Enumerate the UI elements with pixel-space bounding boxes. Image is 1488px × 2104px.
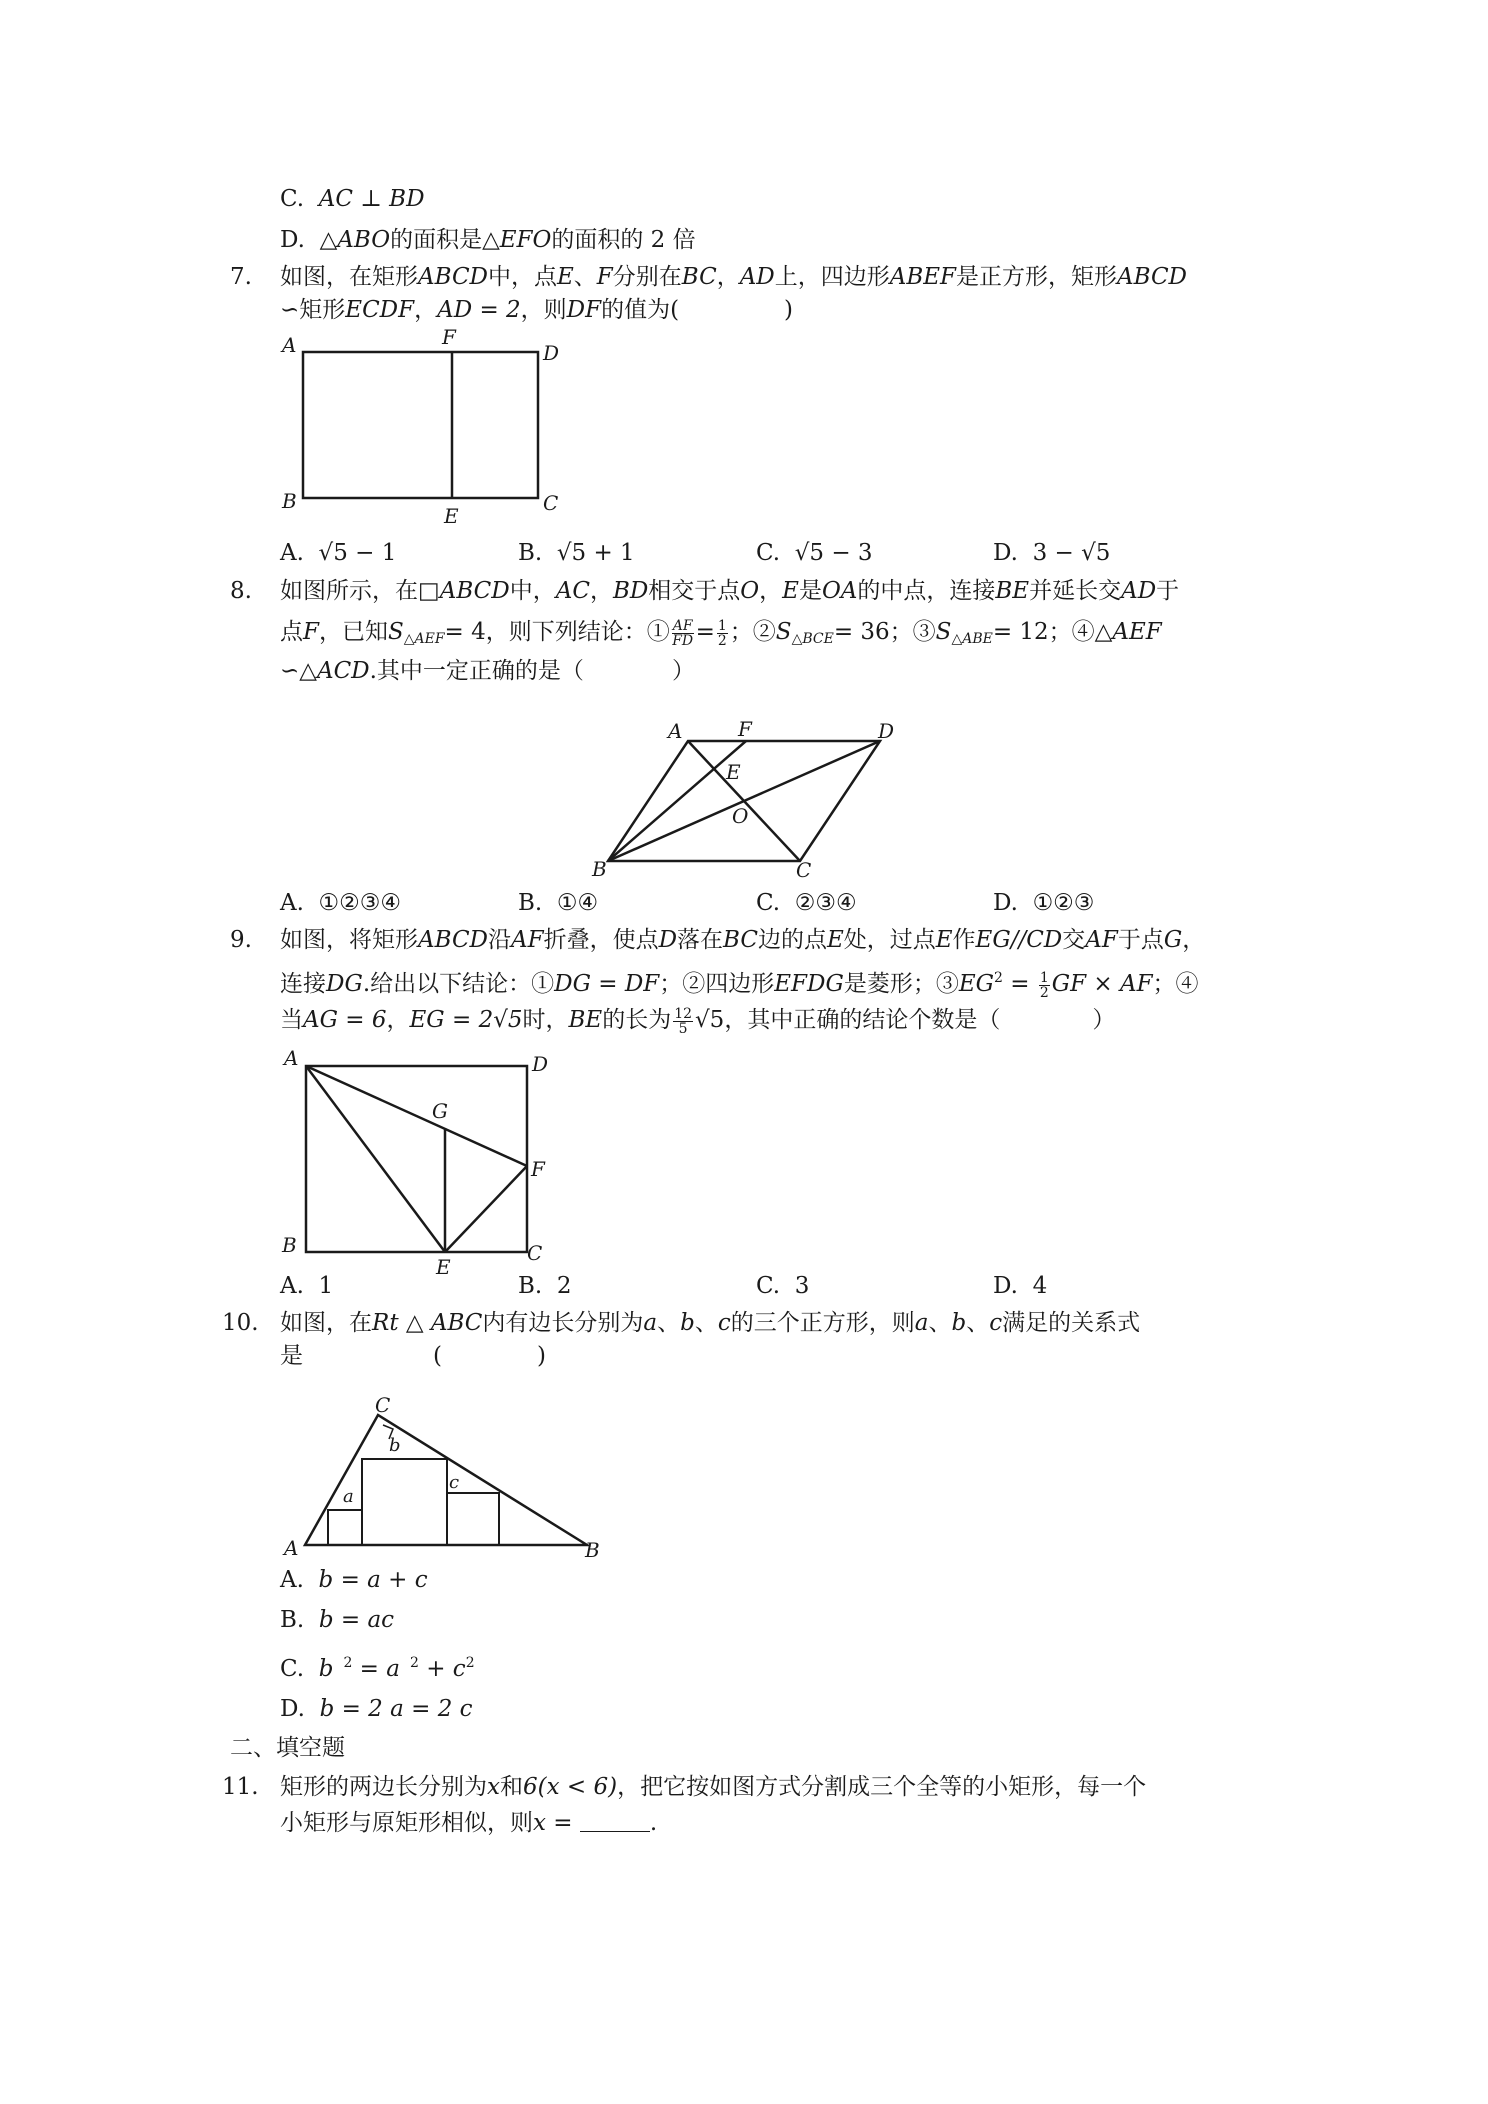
q7-label-b: B	[282, 489, 297, 513]
q10-stem-line2: 是 ( )	[280, 1343, 546, 1369]
q9-stem-line3: 当AG = 6，EG = 2√5时，BE的长为 $\frac{12}{5}$ √5，其中正确的结论个数是（ ）	[280, 1005, 1116, 1037]
q8-label-c: C	[796, 858, 812, 882]
q7-option-a[interactable]: A. √5 − 1	[280, 540, 397, 566]
q8-option-a[interactable]: A. ①②③④	[280, 890, 402, 916]
q9-option-c[interactable]: C. 3	[756, 1273, 810, 1299]
q9-label-b: B	[282, 1233, 297, 1257]
q8-option-d[interactable]: D. ①②③	[993, 890, 1095, 916]
q7-label-c: C	[543, 491, 559, 515]
q9-option-a[interactable]: A. 1	[280, 1273, 334, 1299]
q8-option-b[interactable]: B. ①④	[518, 890, 599, 916]
q8-label-a: A	[668, 719, 683, 743]
q6-option-d: D. △ABO的面积是△EFO的面积的 2 倍	[280, 227, 696, 253]
q7-label-a: A	[282, 333, 297, 357]
q10-number: 10.	[222, 1310, 259, 1336]
q9-label-g: G	[432, 1099, 448, 1123]
q8-label-d: D	[878, 719, 895, 743]
q10-stem-line1: 如图，在Rt △ ABC内有边长分别为a、b、c的三个正方形，则a、b、c满足的关系式	[280, 1310, 1141, 1336]
q10-label-a-vertex: A	[284, 1536, 299, 1560]
q8-label-e: E	[726, 760, 741, 784]
q9-label-c: C	[527, 1241, 543, 1265]
q9-label-e: E	[436, 1255, 451, 1279]
q9-label-a: A	[284, 1046, 299, 1070]
q7-label-e: E	[444, 504, 459, 528]
q8-label-b: B	[592, 857, 607, 881]
q9-option-d[interactable]: D. 4	[993, 1273, 1048, 1299]
q9-stem-line1: 如图，将矩形ABCD沿AF折叠，使点D落在BC边的点E处，过点E作EG//CD交AF于点G，	[280, 927, 1206, 953]
q11-number: 11.	[222, 1774, 259, 1800]
section-title-fill-in: 二、填空题	[230, 1735, 345, 1761]
q10-option-d[interactable]: D. b = 2 a = 2 c	[280, 1696, 473, 1722]
q7-option-d[interactable]: D. 3 − √5	[993, 540, 1111, 566]
q9-number: 9.	[230, 927, 252, 953]
q8-stem-line1: 如图所示，在□ABCD中，AC，BD相交于点O，E是OA的中点，连接BE并延长交AD于	[280, 578, 1180, 604]
q8-stem-line3: ∽△ACD.其中一定正确的是（ ）	[280, 658, 695, 684]
q10-option-c[interactable]: C. b $^2$ = a $^2 + c^2$	[280, 1655, 475, 1682]
q10-option-b[interactable]: B. b = ac	[280, 1607, 395, 1633]
q7-label-f: F	[442, 325, 456, 349]
q10-label-b-side: b	[389, 1435, 401, 1456]
q10-label-c-side: c	[449, 1472, 460, 1493]
q7-label-d: D	[543, 341, 560, 365]
q8-option-c[interactable]: C. ②③④	[756, 890, 857, 916]
q8-stem-line2: 点F，已知$S_{\triangle AEF}= 4$，则下列结论：① $\frac{AF}{FD}$ = $\frac{1}{2}$ ；$②S_{\triangle BCE}= 36$；$③S_{\triangle ABE}= 12$；④△AEF	[280, 617, 1162, 649]
q7-option-b[interactable]: B. √5 + 1	[518, 540, 635, 566]
q10-option-a[interactable]: A. b = a + c	[280, 1567, 428, 1593]
q11-stem-line2: 小矩形与原矩形相似，则x = .	[280, 1810, 658, 1836]
q6-option-c: C. AC ⊥ BD	[280, 186, 425, 212]
q9-stem-line2: 连接DG.给出以下结论：①DG = DF；②四边形EFDG是菱形；$③EG^2$ = $\frac{1}{2}$ GF × AF；④	[280, 969, 1199, 1001]
q11-answer-blank[interactable]	[580, 1813, 650, 1832]
q8-number: 8.	[230, 578, 252, 604]
q8-label-o: O	[732, 804, 749, 828]
q7-stem-line2: ∽矩形ECDF，AD = 2，则DF的值为( )	[280, 297, 794, 323]
q10-label-b-vertex: B	[585, 1538, 600, 1562]
q8-label-f: F	[738, 717, 752, 741]
q7-stem-line1: 如图，在矩形ABCD中，点E、F分别在BC，AD上，四边形ABEF是正方形，矩形ABCD	[280, 264, 1187, 290]
q9-label-d: D	[532, 1052, 549, 1076]
q11-stem-line1: 矩形的两边长分别为x和6(x < 6)，把它按如图方式分割成三个全等的小矩形，每一个	[280, 1774, 1147, 1800]
q10-label-c-vertex: C	[375, 1393, 391, 1417]
q7-number: 7.	[230, 264, 252, 290]
q9-option-b[interactable]: B. 2	[518, 1273, 572, 1299]
q10-label-a-side: a	[343, 1486, 354, 1507]
q9-label-f: F	[531, 1157, 545, 1181]
q7-option-c[interactable]: C. √5 − 3	[756, 540, 873, 566]
